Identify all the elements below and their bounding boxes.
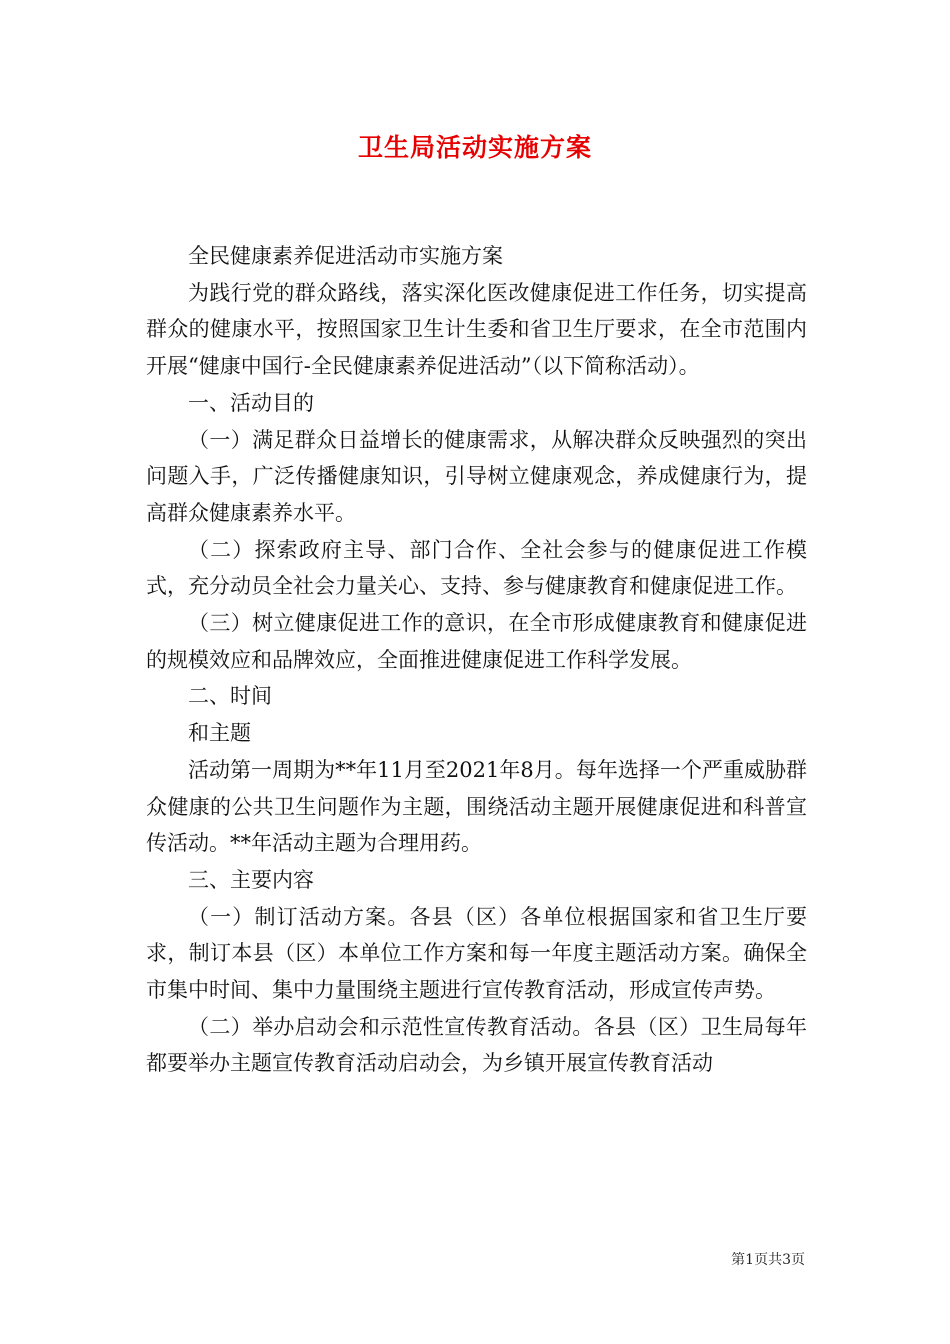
section-heading-purpose: 一、活动目的 <box>188 390 314 415</box>
document-body <box>146 238 807 1082</box>
page-number: 第1页共3页 <box>731 1252 805 1268</box>
paragraph-purpose-1: （一）满足群众日益增长的健康需求，从解决群众反映强烈的突出问题入手，广泛传播健康知识，引导树立健康观念，养成健康行为，提高群众健康素养水平。 <box>146 427 807 525</box>
document-title: 卫生局活动实施方案 <box>357 133 592 162</box>
paragraph-content-1: （一）制订活动方案。各县（区）各单位根据国家和省卫生厅要求，制订本县（区）本单位工作方案和每一年度主题活动方案。确保全市集中时间、集中力量围绕主题进行宣传教育活动，形成宣传声势。 <box>146 904 807 1003</box>
paragraph-content-2: （二）举办启动会和示范性宣传教育活动。各县（区）卫生局每年都要举办主题宣传教育活动启动会，为乡镇开展宣传教育活动 <box>146 1014 807 1076</box>
section-heading-time: 二、时间 <box>188 684 272 709</box>
paragraph-intro: 为践行党的群众路线，落实深化医改健康促进工作任务，切实提高群众的健康水平，按照国家卫生计生委和省卫生厅要求，在全市范围内开展“健康中国行-全民健康素养促进活动”（以下简称活动）。 <box>146 280 807 379</box>
paragraph-purpose-3: （三）树立健康促进工作的意识，在全市形成健康教育和健康促进的规模效应和品牌效应，全面推进健康促进工作科学发展。 <box>146 611 807 672</box>
paragraph-subtitle: 全民健康素养促进活动市实施方案 <box>188 244 503 268</box>
paragraph-time-theme: 活动第一周期为**年11月至2021年8月。每年选择一个严重威胁群众健康的公共卫生问题作为主题，围绕活动主题开展健康促进和科普宣传活动。**年活动主题为合理用药。 <box>146 757 807 856</box>
paragraph-purpose-2: （二）探索政府主导、部门合作、全社会参与的健康促进工作模式，充分动员全社会力量关心、支持、参与健康教育和健康促进工作。 <box>146 537 807 599</box>
section-heading-content: 三、主要内容 <box>188 867 314 892</box>
section-heading-theme: 和主题 <box>188 721 251 746</box>
